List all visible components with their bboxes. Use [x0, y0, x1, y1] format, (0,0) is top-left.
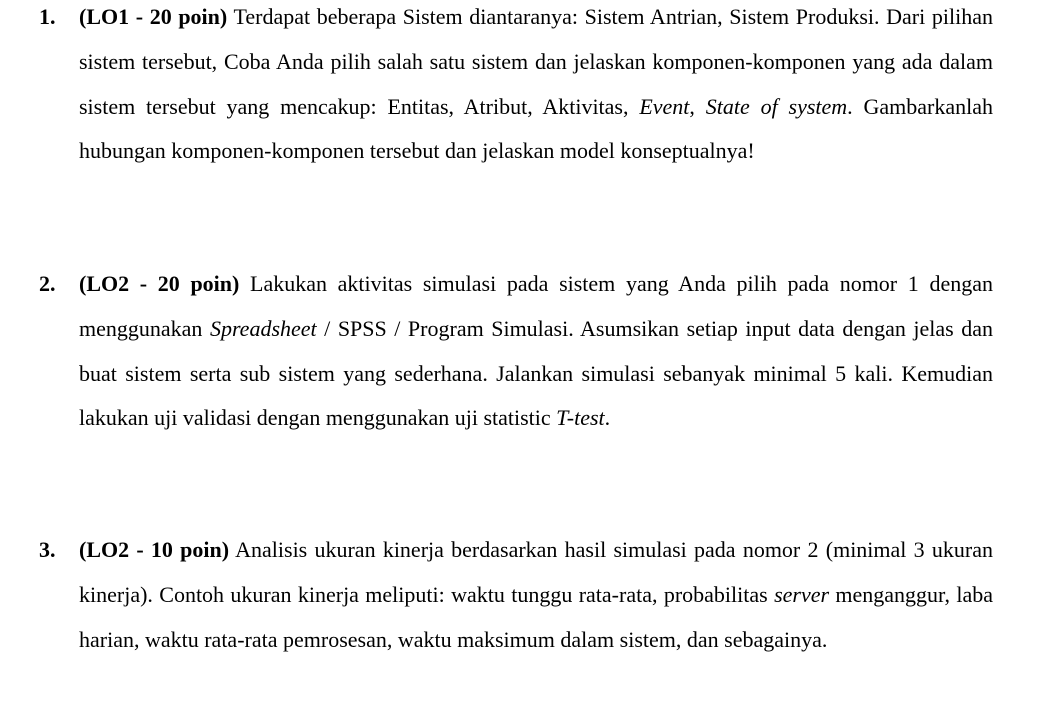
- italic-term: T-test: [556, 405, 605, 431]
- question-text: [79, 528, 993, 662]
- question-heading: (LO2 - 10 poin): [79, 537, 230, 562]
- question-heading: (LO1 - 20 poin): [79, 4, 228, 29]
- italic-term: server: [774, 581, 830, 607]
- question-number: 2.: [39, 271, 56, 296]
- question-body: menganggur, laba harian, waktu rata-rata pemrosesan, waktu maksimum dalam sistem, dan sebagainya.: [79, 581, 993, 652]
- question-body: Terdapat beberapa Sistem diantaranya: Sistem Antrian, Sistem Produksi. Dari pilihan sistem tersebut, Coba Anda pilih salah satu sistem dan jelaskan komponen-komponen yang ada dalam sistem tersebut yang mencakup: Entitas, Atribut, Aktivitas,: [79, 4, 993, 119]
- italic-term: State of system: [705, 93, 848, 119]
- question-text: [79, 262, 993, 441]
- question-heading: (LO2 - 20 poin): [79, 271, 240, 296]
- question-body: / SPSS / Program Simulasi. Asumsikan setiap input data dengan jelas dan buat sistem serta sub sistem yang sederhana. Jalankan simulasi sebanyak minimal 5 kali. Kemudian lakukan uji validasi dengan menggunakan uji statistic: [79, 315, 993, 431]
- question-text: [79, 0, 993, 174]
- question-body: Lakukan aktivitas simulasi pada sistem yang Anda pilih pada nomor 1 dengan menggunakan: [79, 271, 993, 341]
- question-number: 3.: [39, 537, 56, 562]
- question-body: Analisis ukuran kinerja berdasarkan hasil simulasi pada nomor 2 (minimal 3 ukuran kinerja). Contoh ukuran kinerja meliputi: waktu tunggu rata-rata, probabilitas: [79, 537, 993, 607]
- question-body: ,: [689, 93, 706, 119]
- italic-term: Spreadsheet: [209, 315, 317, 341]
- italic-term: Event: [639, 93, 690, 119]
- question-number: 1.: [39, 4, 56, 29]
- question-body: . Gambarkanlah hubungan komponen-komponen tersebut dan jelaskan model konseptualnya!: [79, 93, 993, 164]
- question-body: .: [604, 405, 611, 431]
